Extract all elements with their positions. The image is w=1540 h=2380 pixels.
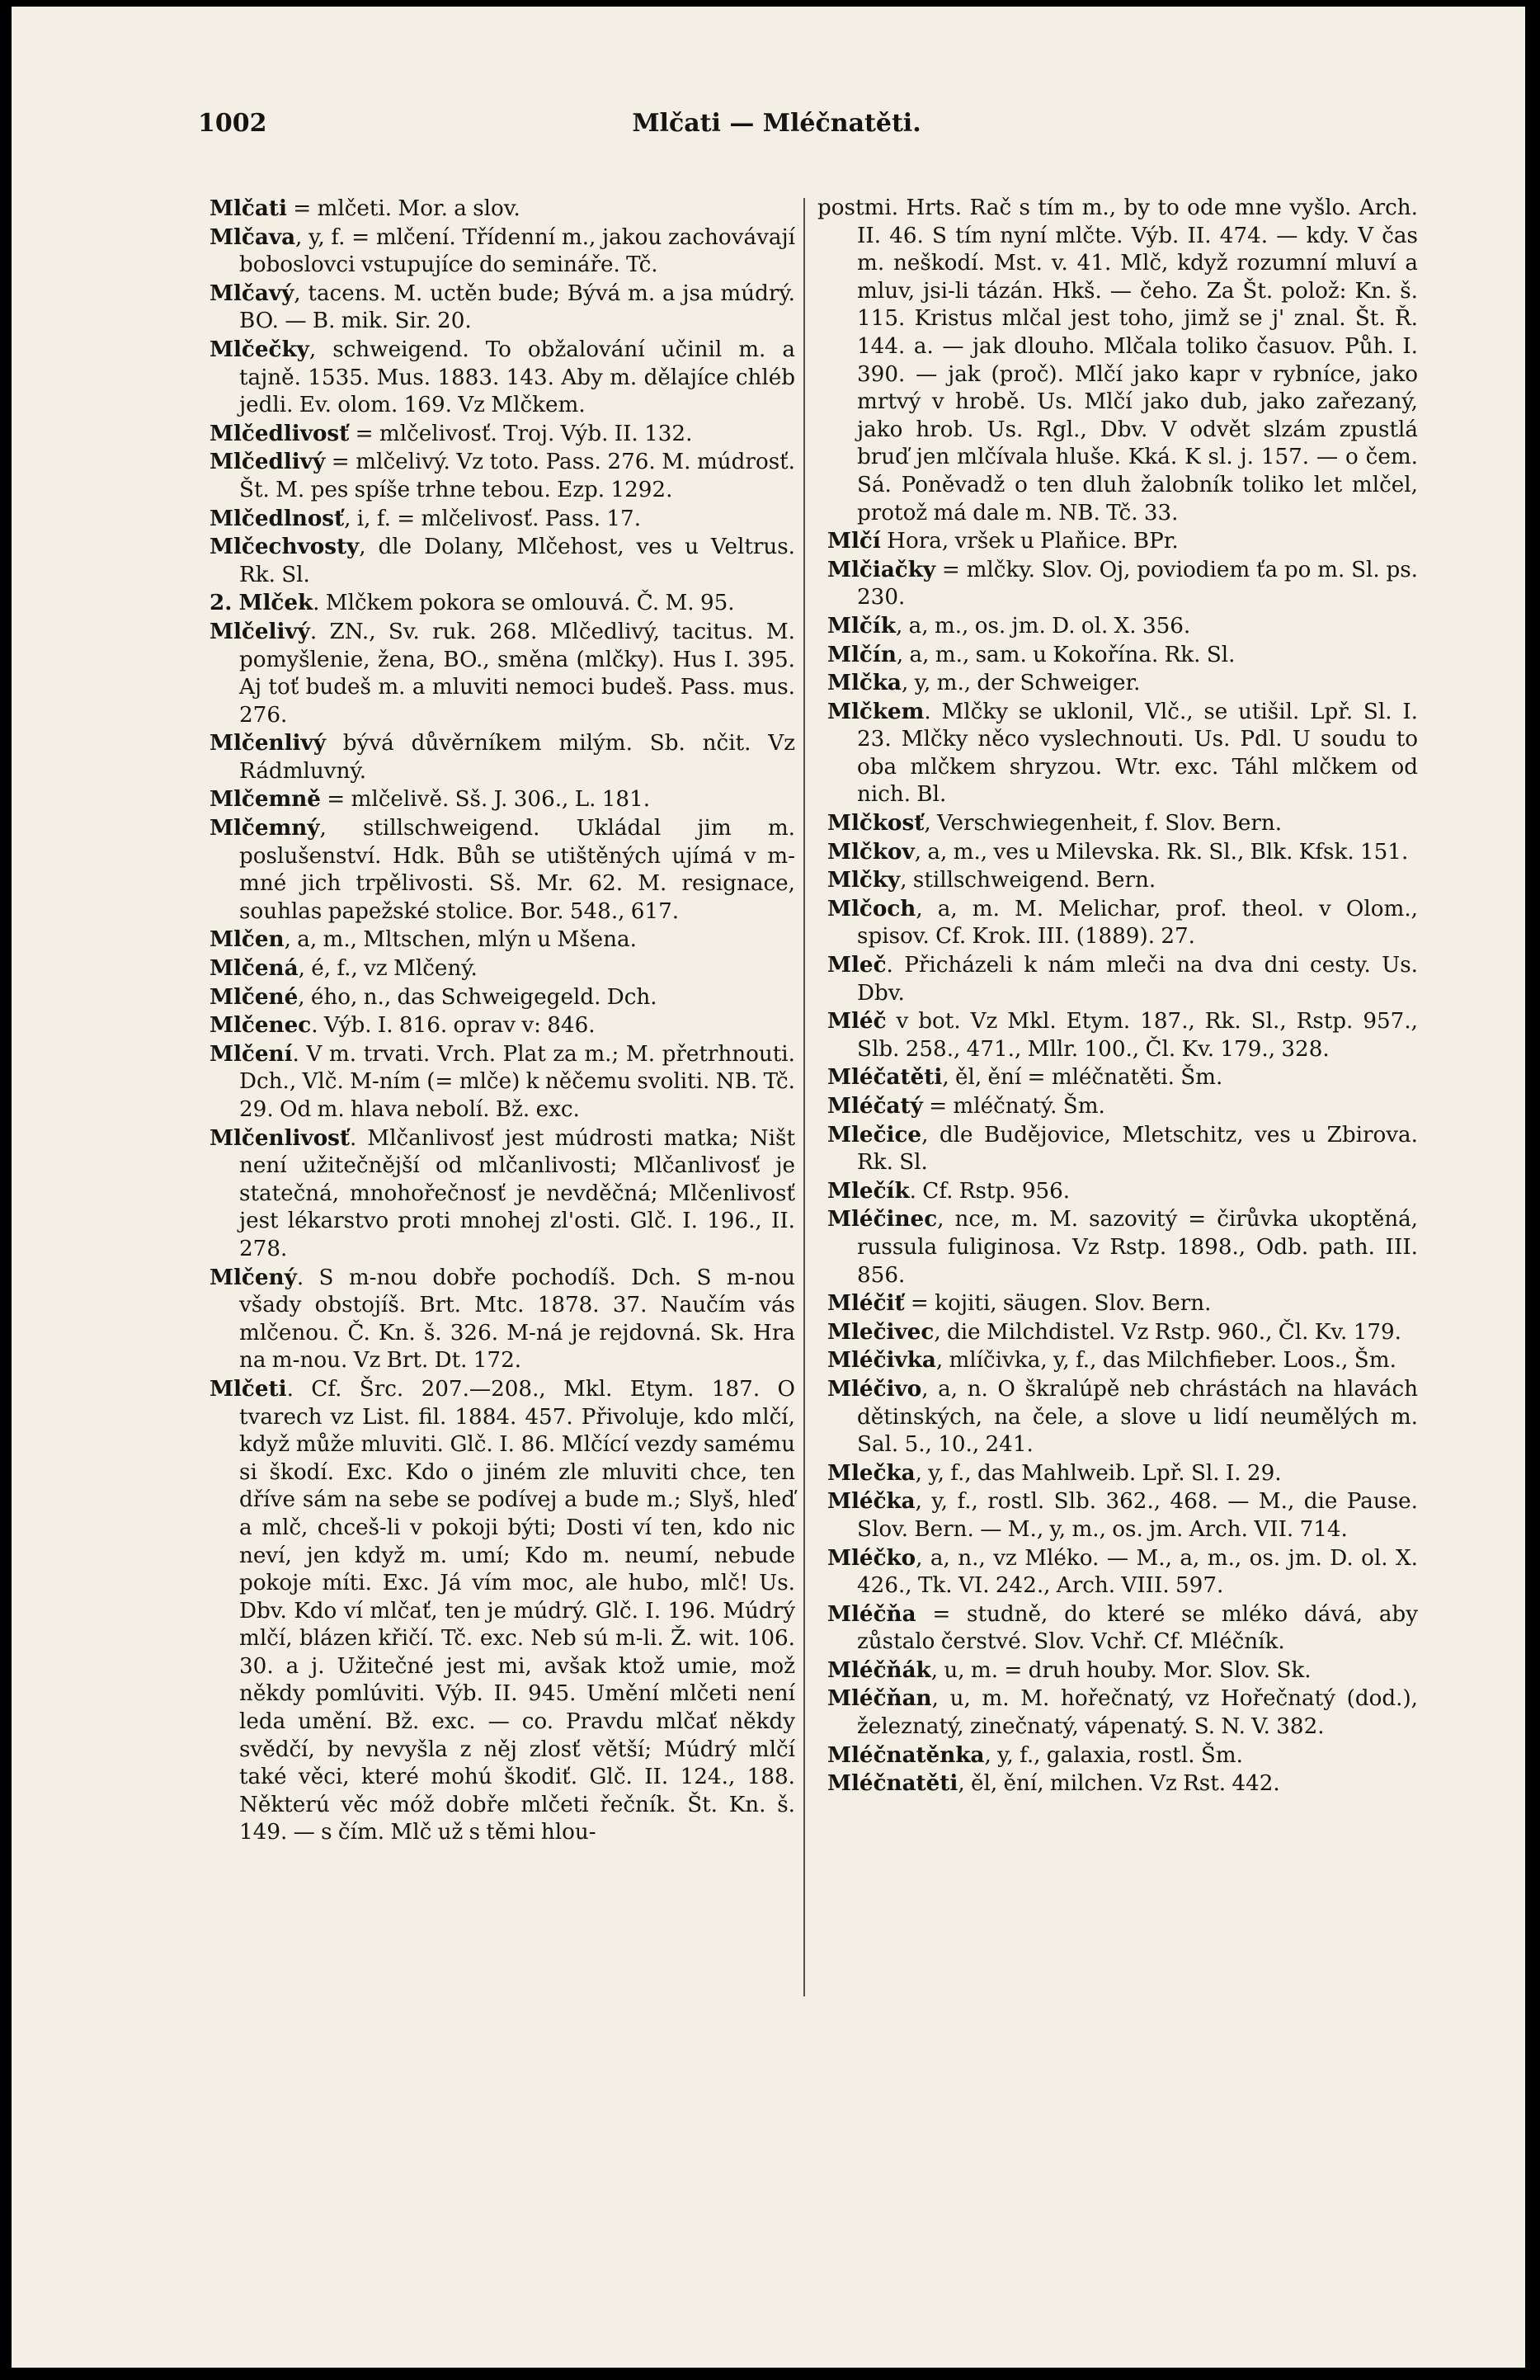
dictionary-entry: Mléč v bot. Vz Mkl. Etym. 187., Rk. Sl., Rstp. 957., Slb. 258., 471., Mllr. 100., Čl. Kv. 179., 328.	[827, 1008, 1418, 1062]
dictionary-entry: Mléčatý = mléčnatý. Šm.	[827, 1093, 1105, 1119]
dictionary-entry: Mlčkem. Mlčky se uklonil, Vlč., se utišil. Lpř. Sl. I. 23. Mlčky něco vyslechnouti. Us. Pdl. U soudu to oba mlčkem shryzou. Wtr. exc. Táhl mlčkem od nich. Bl.	[827, 698, 1418, 808]
dictionary-entry: Mléčňan, u, m. M. hořečnatý, vz Hořečnatý (dod.), železnatý, zinečnatý, vápenatý. S. N. V. 382.	[827, 1685, 1418, 1740]
dictionary-entry: Mléčňa = studně, do které se mléko dává, aby zůstalo čerstvé. Slov. Vchř. Cf. Mléčník.	[827, 1600, 1418, 1655]
dictionary-entry: Mlčedlivý = mlčelivý. Vz toto. Pass. 276. M. múdrosť. Št. M. pes spíše trhne tebou. Ezp. 1292.	[210, 449, 795, 502]
dictionary-entry: Mlčky, stillschweigend. Bern.	[827, 867, 1156, 893]
dictionary-entry: Mlečice, dle Budějovice, Mletschitz, ves u Zbirova. Rk. Sl.	[827, 1121, 1418, 1176]
dictionary-entry: Mlečík. Cf. Rstp. 956.	[827, 1177, 1071, 1204]
dictionary-entry: Mlčená, é, f., vz Mlčený.	[210, 955, 478, 982]
dictionary-entry: Mlčené, ého, n., das Schweigegeld. Dch.	[210, 983, 657, 1010]
dictionary-entry: Mlčedlnosť, i, f. = mlčelivosť. Pass. 17.	[210, 505, 642, 531]
dictionary-entry: Mléčko, a, n., vz Mléko. — M., a, m., os. jm. D. ol. X. 426., Tk. VI. 242., Arch. VIII. 597.	[827, 1544, 1418, 1599]
dictionary-entry: Mléčinec, nce, m. M. sazovitý = čirůvka ukoptěná, russula fuliginosa. Vz Rstp. 1898., Odb. path. III. 856.	[827, 1206, 1418, 1288]
page-header	[12, 104, 1525, 145]
dictionary-entry: Mlčelivý. ZN., Sv. ruk. 268. Mlčedlivý, tacitus. M. pomyšlenie, žena, BO., směna (mlčky). Hus I. 395. Aj toť budeš m. a mluviti nemoci budeš. Pass. mus. 276.	[210, 618, 795, 728]
dictionary-page	[12, 7, 1525, 2368]
dictionary-entry: Mléčňák, u, m. = druh houby. Mor. Slov. Sk.	[827, 1657, 1312, 1683]
dictionary-entry: Mlčen, a, m., Mltschen, mlýn u Mšena.	[210, 926, 637, 953]
dictionary-entry: postmi. Hrts. Rač s tím m., by to ode mne vyšlo. Arch. II. 46. S tím nyní mlčte. Výb. II. 474. — kdy. V čas m. neškodí. Mst. v. 41. Mlč, když rozumní mluví a mluv, jsi-li tázán. Hkš. — čeho. Za Št. polož: Kn. š. 115. Kristus mlčal jest toho, jimž se j' znal. Št. Ř. 144. a. — jak dlouho. Mlčala toliko časuov. Půh. I. 390. — jak (proč). Mlčí jako kapr v rybníce, jako mrtvý v hrobě. Us. Mlčí jako dub, jako zařezaný, jako hrob. Us. Rgl., Dbv. V odvět slzám zpustlá bruď jen mlčívala hluše. Kká. K sl. j. 157. — o čem. Sá. Poněvadž o ten dluh žalobník toliko let mlčel, protož má dale m. NB. Tč. 33.	[817, 196, 1418, 525]
dictionary-entry: Mlčí Hora, vršek u Plaňice. BPr.	[827, 528, 1179, 554]
dictionary-entry: Mlčechvosty, dle Dolany, Mlčehost, ves u Veltrus. Rk. Sl.	[210, 534, 795, 587]
dictionary-entry: Mlečivec, die Milchdistel. Vz Rstp. 960., Čl. Kv. 179.	[827, 1318, 1402, 1345]
dictionary-entry: Mléčatěti, ěl, ění = mléčnatěti. Šm.	[827, 1064, 1223, 1091]
dictionary-entry: Mlčka, y, m., der Schweiger.	[827, 670, 1141, 696]
dictionary-entry: Mlčoch, a, m. M. Melichar, prof. theol. v Olom., spisov. Cf. Krok. III. (1889). 27.	[827, 895, 1418, 950]
dictionary-entry: Mlčkosť, Verschwiegenheit, f. Slov. Bern.	[827, 810, 1283, 837]
dictionary-entry: Mlčati = mlčeti. Mor. a slov.	[210, 196, 520, 221]
dictionary-entry: Mlčkov, a, m., ves u Milevska. Rk. Sl., Blk. Kfsk. 151.	[827, 838, 1409, 865]
dictionary-entry: Mléčivka, mlíčivka, y, f., das Milchfieber. Loos., Šm.	[827, 1347, 1396, 1374]
dictionary-entry: Mléčiť = kojiti, säugen. Slov. Bern.	[827, 1290, 1212, 1317]
dictionary-entry: Mlčavý, tacens. M. uctěn bude; Bývá m. a jsa múdrý. BO. — B. mik. Sir. 20.	[210, 280, 795, 334]
running-head: Mlčati — Mléčnatěti.	[632, 109, 921, 138]
dictionary-entry: Mlčík, a, m., os. jm. D. ol. X. 356.	[827, 612, 1191, 639]
dictionary-entry: Mléčka, y, f., rostl. Slb. 362., 468. — M., die Pause. Slov. Bern. — M., y, m., os. jm. Arch. VII. 714.	[827, 1488, 1418, 1542]
dictionary-entry: Mlčenlivý bývá důvěrníkem milým. Sb. nčit. Vz Rádmluvný.	[210, 730, 795, 784]
dictionary-entry: Mlčedlivosť = mlčelivosť. Troj. Výb. II. 132.	[210, 420, 693, 446]
dictionary-entry: Mlčečky, schweigend. To obžalování učinil m. a tajně. 1535. Mus. 1883. 143. Aby m. dělajíce chléb jedli. Ev. olom. 169. Vz Mlčkem.	[210, 336, 795, 418]
dictionary-entry: Mleč. Přicházeli k nám mleči na dva dni cesty. Us. Dbv.	[827, 952, 1418, 1006]
page-number: 1002	[198, 109, 267, 138]
column-divider	[803, 198, 805, 1996]
dictionary-entry: Mléčnatěti, ěl, ění, milchen. Vz Rst. 442.	[827, 1770, 1280, 1797]
dictionary-entry: Mlčemný, stillschweigend. Ukládal jim m. poslušenství. Hdk. Bůh se utištěných ujímá v m-mné jich trpělivosti. Sš. Mr. 62. M. resignace, souhlas papežské stolice. Bor. 548., 617.	[210, 815, 795, 924]
dictionary-entry: Mlečka, y, f., das Mahlweib. Lpř. Sl. I. 29.	[827, 1459, 1282, 1486]
dictionary-entry: 2. Mlček. Mlčkem pokora se omlouvá. Č. M. 95.	[210, 590, 735, 616]
dictionary-entry: Mlčený. S m-nou dobře pochodíš. Dch. S m-nou všady obstojíš. Brt. Mtc. 1878. 37. Naučím vás mlčenou. Č. Kn. š. 326. M-ná je rejdovná. Sk. Hra na m-nou. Vz Brt. Dt. 172.	[210, 1264, 795, 1374]
dictionary-entry: Mlčeti. Cf. Šrc. 207.—208., Mkl. Etym. 187. O tvarech vz List. fil. 1884. 457. Přivoluje, kdo mlčí, když může mluviti. Glč. I. 86. Mlčící vezdy samému si škodí. Exc. Kdo o jiném zle mluviti chce, ten dříve sám na sebe se podívej a bude m.; Slyš, hleď a mlč, chceš-li v pokoji býti; Dosti ví ten, kdo nic neví, jen když m. umí; Kdo m. neumí, nebude pokoje míti. Exc. Já vím moc, ale hubo, mlč! Us. Dbv. Kdo ví mlčať, ten je múdrý. Glč. I. 196. Múdrý mlčí, blázen křičí. Tč. exc. Neb sú m-li. Ž. wit. 106. 30. a j. Užitečné jest mi, avšak ktož umie, mož někdy pomlúviti. Výb. II. 945. Umění mlčeti není leda umění. Bž. exc. — co. Pravdu mlčať někdy svědčí, by nevyšla z něj zlosť větší; Múdrý mlčí také věci, které mohú škodiť. Glč. II. 124., 188. Některú věc móž dobře mlčeti řečník. Št. Kn. š. 149. — s čím. Mlč už s těmi hlou-	[210, 1375, 795, 1845]
dictionary-entry: Mlčemně = mlčelivě. Sš. J. 306., L. 181.	[210, 786, 651, 813]
left-column	[200, 195, 795, 1847]
dictionary-entry: Mlčiačky = mlčky. Slov. Oj, poviodiem ťa po m. Sl. ps. 230.	[827, 556, 1418, 610]
dictionary-entry: Mlčenec. Výb. I. 816. oprav v: 846.	[210, 1012, 596, 1039]
dictionary-entry: Mlčín, a, m., sam. u Kokořína. Rk. Sl.	[827, 641, 1236, 667]
dictionary-entry: Mlčava, y, f. = mlčení. Třídenní m., jakou zachovávají boboslovci vstupujíce do semináře. Tč.	[210, 224, 795, 278]
dictionary-entry: Mlčenlivosť. Mlčanlivosť jest múdrosti matka; Ništ není užitečnější od mlčanlivosti; Mlčanlivosť je statečná, mnohořečnosť je nevděčná; Mlčenlivosť jest lékarstvo proti mnohej zl'osti. Glč. I. 196., II. 278.	[210, 1124, 795, 1261]
dictionary-entry: Mléčnatěnka, y, f., galaxia, rostl. Šm.	[827, 1741, 1243, 1768]
dictionary-entry: Mlčení. V m. trvati. Vrch. Plat za m.; M. přetrhnouti. Dch., Vlč. M-ním (= mlče) k něčemu svoliti. NB. Tč. 29. Od m. hlava nebolí. Bž. exc.	[210, 1040, 795, 1122]
dictionary-entry: Mléčivo, a, n. O škralúpě neb chrástách na hlavách dětinských, na čele, a slove u lidí neumělých m. Sal. 5., 10., 241.	[827, 1375, 1418, 1458]
right-column	[817, 195, 1418, 1798]
